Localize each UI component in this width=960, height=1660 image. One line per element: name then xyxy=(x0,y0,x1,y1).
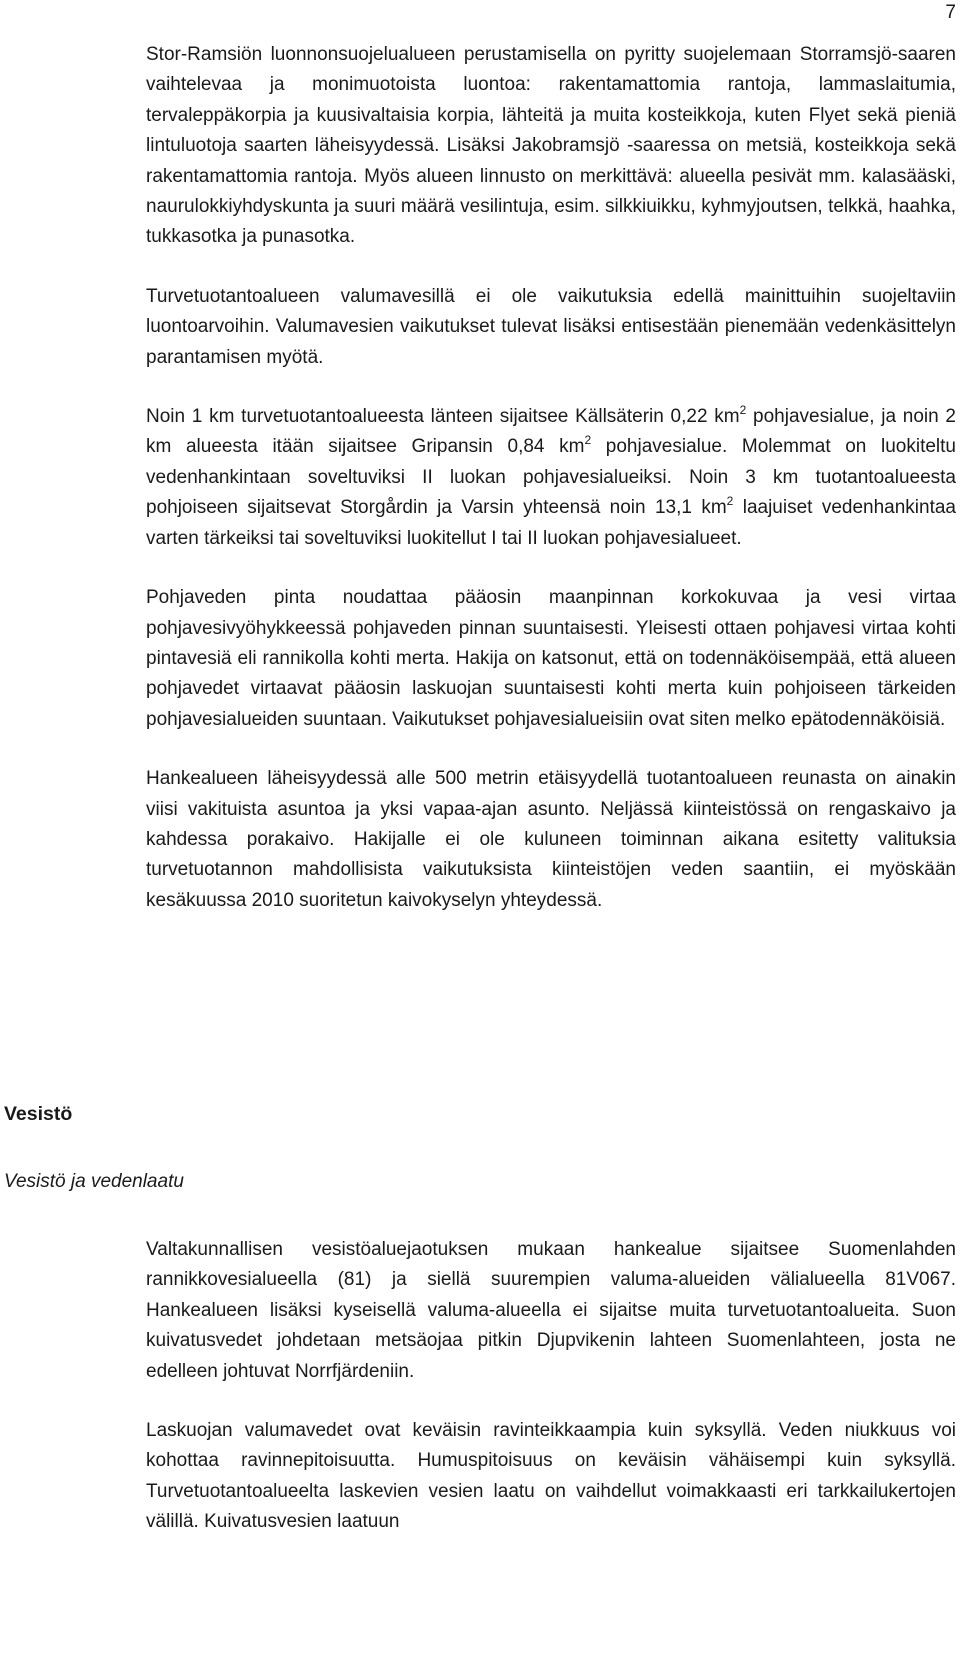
groundwater-text-1: Noin 1 km turvetuotantoalueesta länteen sijaitsee Källsäterin 0,22 km xyxy=(146,406,740,428)
groundwater-text-2: pohjavesialue, ja noin 2 km alueesta itään sijaitsee Gripansin 0,84 km xyxy=(146,406,956,458)
lower-text-column xyxy=(146,1235,956,1538)
paragraph-watershed: Valtakunnallisen vesistöaluejaotuksen mukaan hankealue sijaitsee Suomenlahden rannikkovesialueella (81) ja siellä suurempien valuma-alueiden välialueella 81V067. Hankealueen lisäksi kyseisellä valuma-alueella ei sijaitse muita turvetuotantoalueita. Suon kuivatusvedet johdetaan metsäojaa pitkin Djupvikenin lahteen Suomenlahteen, josta ne edelleen johtuvat Norrfjärdeniin. xyxy=(146,1239,956,1382)
groundwater-text-4: laajuiset vedenhankintaa varten tärkeiksi tai soveltuviksi luokitellut I tai II luokan pohjavesialueet. xyxy=(146,497,956,549)
paragraph-groundwater-areas xyxy=(146,402,956,554)
paragraph-nature-reserve: Stor-Ramsiön luonnonsuojelualueen perustamisella on pyritty suojelemaan Storramsjö-saaren vaihtelevaa ja monimuotoista luontoa: rakentamattomia rantoja, lammaslaitumia, tervaleppäkorpia ja kuusivaltaisia korpia, lähteitä ja muita kosteikkoja, kuten Flyet sekä pieniä lintuluotoja saarten läheisyydessä. Lisäksi Jakobramsjö -saaressa on metsiä, kosteikkoja sekä rakentamattomia rantoja. Myös alueen linnusto on merkittävä: alueella pesivät mm. kalasääski, naurulokkiyhdyskunta ja suuri määrä vesilintuja, esim. silkkiuikku, kyhmyjoutsen, telkkä, haahka, tukkasotka ja punasotka. xyxy=(146,44,956,248)
section-heading-vesisto: Vesistö xyxy=(4,1103,73,1125)
main-text-column xyxy=(146,40,956,916)
groundwater-text-3: pohjavesialue. Molemmat on luokiteltu vedenhankintaan soveltuviksi II luokan pohjavesialueiksi. Noin 3 km tuotantoalueesta pohjoiseen sijaitsevat Storgårdin ja Varsin yhteensä noin 13,1 km xyxy=(146,436,956,519)
page-number: 7 xyxy=(945,2,956,23)
subsection-heading-vesisto-ja-vedenlaatu: Vesistö ja vedenlaatu xyxy=(4,1171,184,1192)
paragraph-water-quality: Laskuojan valumavedet ovat keväisin ravinteikkaampia kuin syksyllä. Veden niukkuus voi kohottaa ravinnepitoisuutta. Humuspitoisuus on keväisin vähäisempi kuin syksyllä. Turvetuotantoalueelta laskevien vesien laatu on vaihdellut voimakkaasti eri tarkkailukertojen välillä. Kuivatusvesien laatuun xyxy=(146,1420,956,1533)
superscript-2: 2 xyxy=(739,403,747,418)
superscript-2: 2 xyxy=(726,494,734,509)
paragraph-groundwater-flow: Pohjaveden pinta noudattaa pääosin maanpinnan korkokuvaa ja vesi virtaa pohjavesivyöhykkeessä pohjaveden pinnan suuntaisesti. Yleisesti ottaen pohjavesi virtaa kohti pintavesiä eli rannikolla kohti merta. Hakija on katsonut, että on todennäköisempää, että alueen pohjavedet virtaavat pääosin laskuojan suuntaisesti kohti merta kuin pohjoiseen tärkeiden pohjavesialueiden suuntaan. Vaikutukset pohjavesialueisiin ovat siten melko epätodennäköisiä. xyxy=(146,587,956,730)
paragraph-nearby-residences: Hankealueen läheisyydessä alle 500 metrin etäisyydellä tuotantoalueen reunasta on ainakin viisi vakituista asuntoa ja yksi vapaa-ajan asunto. Neljässä kiinteistössä on rengaskaivo ja kahdessa porakaivo. Hakijalle ei ole kuluneen toiminnan aikana esitetty valituksia turvetuotannon mahdollisista vaikutuksista kiinteistöjen veden saantiin, ei myöskään kesäkuussa 2010 suoritetun kaivokyselyn yhteydessä. xyxy=(146,768,956,911)
superscript-2: 2 xyxy=(584,433,592,448)
paragraph-runoff-impact: Turvetuotantoalueen valumavesillä ei ole vaikutuksia edellä mainittuihin suojeltaviin luontoarvoihin. Valumavesien vaikutukset tulevat lisäksi entisestään pienemään vedenkäsittelyn parantamisen myötä. xyxy=(146,285,956,368)
